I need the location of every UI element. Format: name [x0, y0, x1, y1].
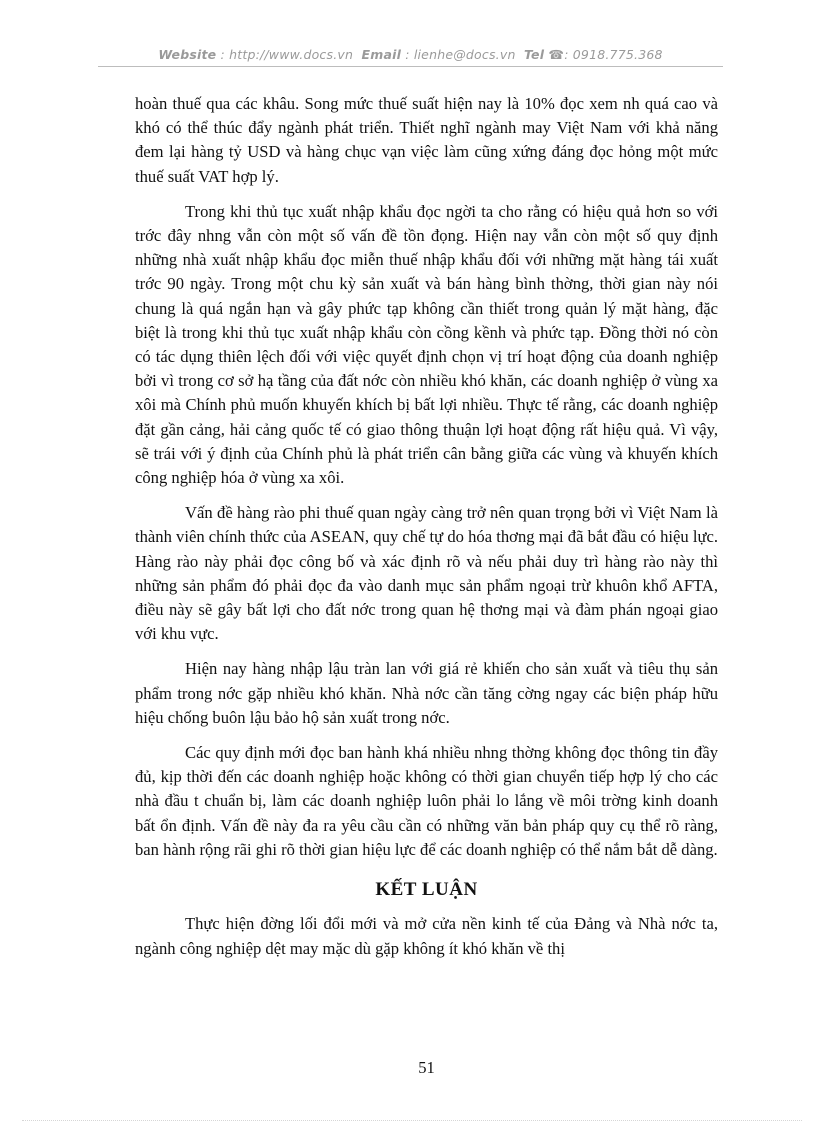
website-label: Website [158, 47, 217, 62]
phone-icon: ☎ [548, 47, 565, 62]
email-value: : lienhe@docs.vn [405, 47, 516, 62]
website-value: : http://www.docs.vn [220, 47, 354, 62]
header-divider [98, 66, 723, 67]
tel-value: : 0918.775.368 [564, 47, 663, 62]
email-label: Email [361, 47, 402, 62]
paragraph-4: Hiện nay hàng nhập lậu tràn lan với giá rẻ khiến cho sản xuất và tiêu thụ sản phẩm trong nớc gặp nhiều khó khăn. Nhà nớc cần tăng cờng ngay các biện pháp hữu hiệu chống buôn lậu bảo hộ sản xuất trong nớc. [135, 659, 718, 727]
paragraph-5: Các quy định mới đọc ban hành khá nhiều nhng thờng không đọc thông tin đầy đủ, kịp thời đến các doanh nghiệp hoặc không có thời gian chuyển tiếp hợp lý cho các nhà đầu t chuẩn bị, làm các doanh nghiệp luôn phải lo lắng về môi trờng kinh doanh bất ổn định. Vấn đề này đa ra yêu cầu cần có những văn bản pháp quy cụ thể rõ ràng, ban hành rộng rãi ghi rõ thời gian hiệu lực để các doanh nghiệp có thể nắm bắt dễ dàng. [135, 743, 718, 859]
section-heading: KẾT LUẬN [375, 879, 478, 901]
closing-paragraph: Thực hiện đờng lối đổi mới và mở cửa nền kinh tế của Đảng và Nhà nớc ta, ngành công nghiệp dệt may mặc dù gặp không ít khó khăn về thị [135, 914, 718, 958]
document-body [135, 92, 718, 972]
page-number: 51 [418, 1058, 435, 1077]
paragraph-3: Vấn đề hàng rào phi thuế quan ngày càng trở nên quan trọng bởi vì Việt Nam là thành viên chính thức của ASEAN, quy chế tự do hóa thơng mại đã bắt đầu có hiệu lực. Hàng rào này phải đọc công bố và xác định rõ và nếu phải duy trì hàng rào này thì những sản phẩm đó phải đọc đa vào danh mục sản phẩm ngoại trừ khuôn khổ AFTA, điều này sẽ gây bất lợi cho đất nớc trong quan hệ thơng mại và đàm phán ngoại giao với khu vực. [135, 503, 718, 644]
page-header [98, 47, 723, 62]
footer-divider [22, 1120, 802, 1121]
tel-label: Tel [523, 47, 545, 62]
paragraph-2: Trong khi thủ tục xuất nhập khẩu đọc ngời ta cho rằng có hiệu quả hơn so với trớc đây nhng vẫn còn một số vấn đề tồn đọng. Hiện nay vẫn còn một số quy định những nhà xuất nhập khẩu đọc miễn thuế nhập khẩu đối với những mặt hàng tái xuất trớc 90 ngày. Trong một chu kỳ sản xuất và bán hàng bình thờng, thời gian này nói chung là quá ngắn hạn và gây phức tạp không cần thiết trong quản lý mặt hàng, đặc biệt là trong khi thủ tục xuất nhập khẩu còn cồng kềnh và phức tạp. Đồng thời nó còn có tác dụng thiên lệch đối với việc quyết định chọn vị trí hoạt động của doanh nghiệp bởi vì trong cơ sở hạ tầng của đất nớc còn nhiều khó khăn, các doanh nghiệp ở vùng xa xôi mà Chính phủ muốn khuyến khích bị bất lợi nhiều. Thực tế rằng, các doanh nghiệp đặt gần cảng, hải cảng quốc tế có giao thông thuận lợi hoạt động rất hiệu quả. Vì vậy, sẽ trái với ý định của Chính phủ là phát triển cân bằng giữa các vùng và khuyến khích công nghiệp hóa ở vùng xa xôi. [135, 201, 718, 488]
paragraph-1: hoàn thuế qua các khâu. Song mức thuế suất hiện nay là 10% đọc xem nh quá cao và khó có thể thúc đẩy ngành phát triển. Thiết nghĩ ngành may Việt Nam với khả năng đem lại hàng tỷ USD và hàng chục vạn việc làm cũng xứng đáng đọc hỏng một mức thuế suất VAT hợp lý. [135, 94, 718, 186]
